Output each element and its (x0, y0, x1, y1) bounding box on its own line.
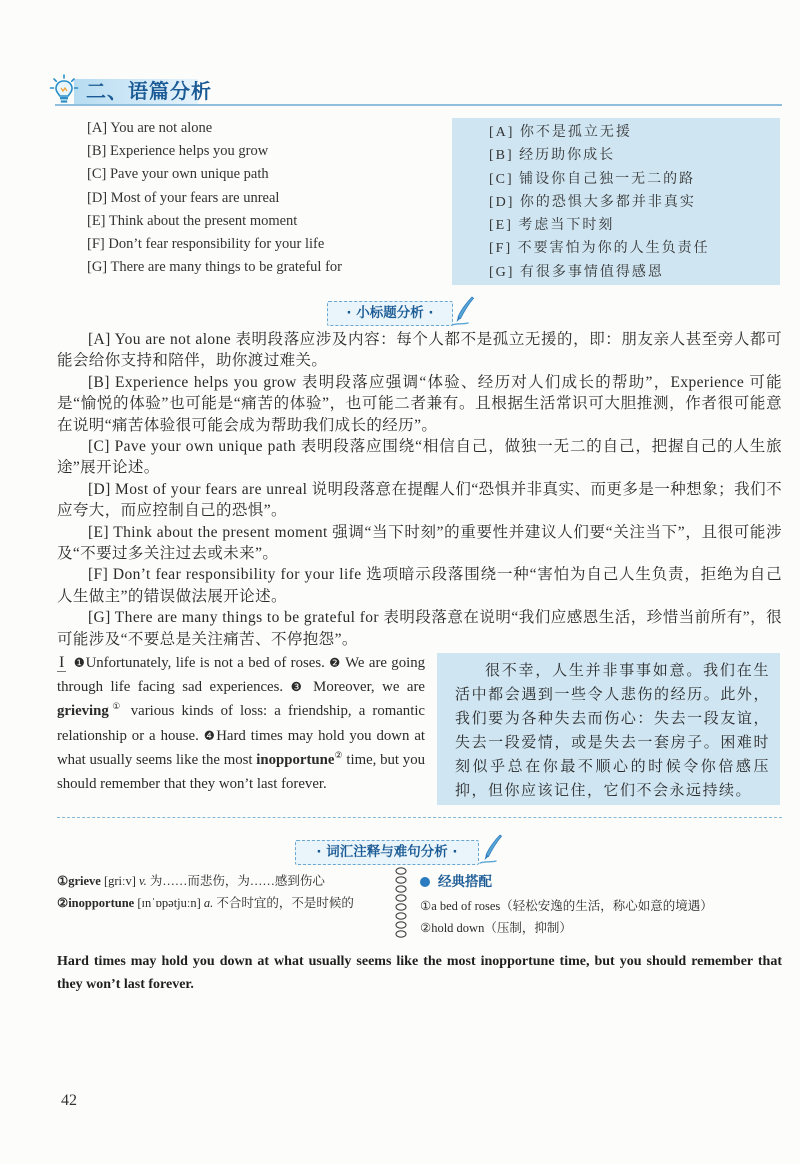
vocab-notes (57, 870, 392, 914)
headings-list-zh (489, 121, 710, 284)
vocab-phonetic: [griːv] (103, 874, 136, 888)
heading-translation-g: [G] 有很多事情值得感恩 (489, 264, 664, 280)
heading-option-c: [C] Pave your own unique path (87, 166, 269, 183)
analysis-paragraph-e: [E] Think about the present moment 强调“当下时刻”的重要性并建议人们要“关注当下”，且很可能涉及“不要过多关注过去或未来”。 (57, 523, 782, 563)
heading-option-f: [F] Don’t fear responsibility for your life (87, 236, 325, 253)
difficult-sentence: Hard times may hold you down at what usually seems like the most inopportune time, but you should remember that they won’t last forever. (57, 954, 782, 992)
sentence-3-start: Moreover, we are (313, 679, 425, 696)
keyword-inopportune: inopportune (256, 751, 335, 768)
heading-analysis-title: · 小标题分析 · (327, 301, 453, 326)
vocab-item (57, 870, 392, 892)
header-rule (55, 104, 782, 106)
sentence-marker-1: ❶ (73, 655, 86, 670)
analysis-paragraph-f: [F] Don’t fear responsibility for your life 选项暗示段落围绕一种“害怕为自己人生负责，拒绝为自己人生做主”的错误做法展开论述。 (57, 566, 782, 605)
bullet-icon (420, 877, 430, 887)
vocab-word: ②inopportune (57, 896, 135, 910)
analysis-paragraph-c: [C] Pave your own unique path 表明段落应围绕“相信自己，做独一无二的自己，把握自己的人生旅途”展开论述。 (57, 438, 782, 477)
page-number: 42 (61, 1092, 77, 1109)
vocab-word: ①grieve (57, 874, 101, 888)
pen-icon (451, 295, 475, 327)
collocations-title: 经典搭配 (438, 874, 492, 890)
collocation-item: ①a bed of roses（轻松安逸的生活，称心如意的境遇） (420, 899, 713, 913)
sentence-2: We are going through life facing sad experiences. (57, 655, 426, 696)
heading-translation-d: [D] 你的恐惧大多都并非真实 (489, 194, 696, 210)
lightbulb-icon (49, 73, 79, 106)
sentence-marker-4: ❹ (203, 727, 217, 743)
section-title: 二、语篇分析 (86, 79, 212, 103)
passage-paragraph (57, 651, 425, 796)
sentence-4-end: time, but you should remember that they won’t last forever. (57, 751, 425, 793)
passage-translation-box (437, 653, 780, 805)
analysis-paragraph-d: [D] Most of your fears are unreal 说明段落意在提醒人们“恐惧并非真实、而更多是一种想象；我们不应夸大，而应控制自己的恐惧”。 (57, 480, 782, 520)
headings-translation-box (452, 118, 780, 285)
collocations-list (420, 895, 713, 939)
footnote-marker-1: ① (108, 702, 124, 713)
sentence-4-start: Hard times may hold you down at what usually seems like the most (57, 727, 426, 768)
keyword-grieving: grieving (57, 703, 109, 720)
heading-option-g: [G] There are many things to be grateful for (87, 259, 342, 276)
heading-translation-f: [F] 不要害怕为你的人生负责任 (489, 241, 710, 257)
heading-translation-a: [A] 你不是孤立无援 (489, 125, 632, 140)
dashed-divider (57, 817, 782, 818)
passage-translation: 很不幸，人生并非事事如意。我们在生活中都会遇到一些令人悲伤的经历。此外，我们要为各种失去而伤心：失去一段友谊，失去一段爱情，或是失去一套房子。困难时刻似乎总在你最不顺心的时候令你倍感压抑，但你应该记住，它们不会永远持续。 (455, 663, 770, 799)
vocab-phonetic: [ɪnˈɒpətjuːn] (137, 896, 201, 910)
sentence-3-end: various kinds of loss: a friendship, a romantic relationship or a house. (57, 703, 425, 744)
sentence-marker-3: ❸ (290, 679, 306, 695)
analysis-paragraph-b: [B] Experience helps you grow 表明段落应强调“体验、经历对人们成长的帮助”，Experience 可能是“愉悦的体验”也可能是“痛苦的体验”，也可能二者兼有。且根据生活常识可大胆推测，作者很可能意在说明“痛苦体验很可能会成为帮助我们成长的经历”。 (57, 373, 782, 434)
pen-icon (479, 833, 503, 865)
heading-translation-c: [C] 铺设你自己独一无二的路 (489, 171, 696, 187)
vocab-pos: a. (203, 896, 214, 910)
vocab-analysis-title: · 词汇注释与难句分析 · (295, 840, 479, 865)
spiral-divider (393, 866, 409, 942)
headings-list-en (87, 117, 442, 279)
vocab-meaning: 不合时宜的，不是时候的 (216, 896, 354, 910)
vocab-pos: v. (139, 874, 147, 888)
analysis-paragraph-a: [A] You are not alone 表明段落应涉及内容：每个人都不是孤立无援的，即：朋友亲人甚至旁人都可能会给你支持和陪伴，助你渡过难关。 (57, 331, 782, 370)
analysis-paragraph-g: [G] There are many things to be grateful for 表明段落意在说明“我们应感恩生活，珍惜当前所有”，很可能涉及“不要总是关注痛苦、不停抱怨”。 (57, 609, 782, 648)
heading-option-b: [B] Experience helps you grow (87, 143, 269, 160)
heading-translation-e: [E] 考虑当下时刻 (489, 218, 615, 234)
paragraph-label: I (59, 654, 65, 671)
heading-option-e: [E] Think about the present moment (87, 212, 298, 229)
heading-translation-b: [B] 经历助你成长 (489, 148, 616, 164)
footnote-marker-2: ② (334, 750, 343, 761)
vocab-meaning: 为……而悲伤，为……感到伤心 (149, 874, 325, 888)
sentence-1: Unfortunately, life is not a bed of roses. (85, 655, 325, 671)
collocation-item: ②hold down（压制，抑制） (420, 921, 572, 935)
vocab-item (57, 892, 392, 914)
heading-option-a: [A] You are not alone (87, 120, 213, 136)
heading-analysis-text (57, 329, 782, 650)
collocations-heading (420, 872, 492, 892)
sentence-marker-2: ❷ (329, 655, 342, 670)
heading-option-d: [D] Most of your fears are unreal (87, 189, 280, 206)
